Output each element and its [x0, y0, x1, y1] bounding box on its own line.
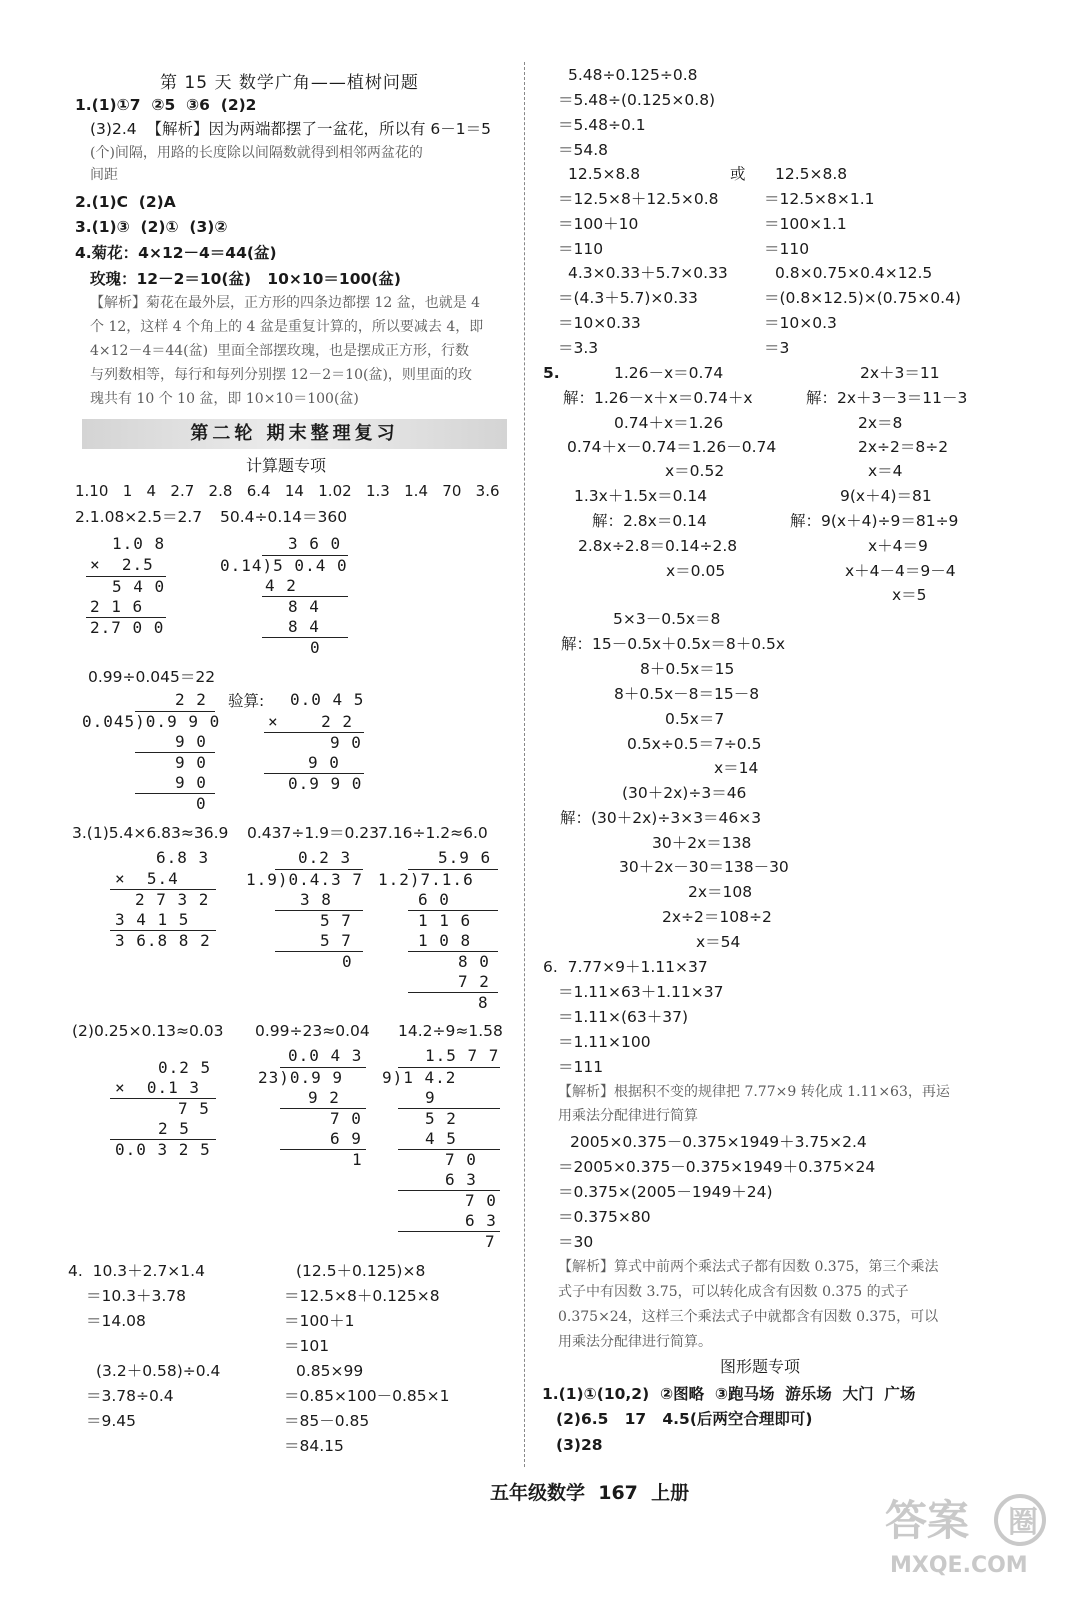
- e5-line: 0.5x÷0.5＝7÷0.5: [627, 735, 762, 753]
- calc-q2c: 0.99÷0.045＝22: [88, 668, 216, 686]
- r2a-line: ＝100＋10: [558, 215, 639, 233]
- q6b-line: ＝0.375×(2005－1949＋24): [558, 1183, 773, 1201]
- check-label: 验算:: [228, 692, 265, 710]
- e2-line: 解：2x＋3－3＝11－3: [806, 389, 968, 407]
- v7-row: 1.2)7.1.6: [378, 870, 474, 889]
- v1-row: 2.7 0 0: [90, 618, 165, 637]
- v2-rule: [262, 637, 348, 638]
- v8-row: 0.0 3 2 5: [115, 1140, 211, 1159]
- v1-row: × 2.5: [90, 555, 154, 574]
- v1-row: 1.0 8: [112, 534, 166, 553]
- e1-line: 1.26－x＝0.74: [614, 364, 724, 382]
- v8-row: × 0.1 3: [115, 1078, 201, 1097]
- q6-line: ＝111: [558, 1058, 604, 1076]
- v10-row: 7 0: [465, 1191, 497, 1210]
- e5-line: 解：15－0.5x＋0.5x＝8＋0.5x: [561, 635, 786, 653]
- calc-q3b: 0.437÷1.9＝0.23: [247, 824, 380, 842]
- e6-line: x＝54: [696, 933, 741, 951]
- v3-row: 0.045)0.9 9 0: [82, 712, 221, 731]
- calc-q4c: ＝3.78÷0.4: [86, 1387, 174, 1405]
- calc-q4b: (12.5＋0.125)×8: [296, 1262, 426, 1280]
- v10-row: 7: [485, 1232, 496, 1251]
- q3-answer: 3.(1)③ (2)① (3)②: [75, 218, 228, 236]
- q6b-explain-2: 式子中有因数 3.75，可以转化成含有因数 0.375 的式子: [558, 1284, 909, 1300]
- calc-q4d: ＝0.85×100－0.85×1: [284, 1387, 450, 1405]
- v2-row: 8 4: [288, 597, 320, 616]
- r3a-line: ＝10×0.33: [558, 314, 641, 332]
- r3a-line: ＝(4.3＋5.7)×0.33: [558, 289, 698, 307]
- v7-row: 6 0: [418, 890, 450, 909]
- r2a-line: ＝110: [558, 240, 604, 258]
- v2-row: 3 6 0: [288, 534, 342, 553]
- q6-explain-2: 用乘法分配律进行简算: [558, 1108, 698, 1124]
- q6b-line: ＝30: [558, 1233, 594, 1251]
- q6-line: ＝1.11×100: [558, 1033, 651, 1051]
- q6b-explain-4: 用乘法分配律进行简算。: [558, 1334, 712, 1350]
- v5-row: 3 6.8 8 2: [115, 931, 211, 950]
- q6b-line: ＝0.375×80: [558, 1208, 651, 1226]
- v10-row: 9: [425, 1088, 436, 1107]
- v9-row: 0.0 4 3: [288, 1046, 363, 1065]
- v6-row: 0: [342, 952, 353, 971]
- q6b-line: ＝2005×0.375－0.375×1949＋0.375×24: [558, 1158, 876, 1176]
- calc-q3a: 3.(1)5.4×6.83≈36.9: [72, 824, 229, 842]
- r1-line: ＝5.48÷0.1: [558, 116, 646, 134]
- graph-q1-2: (2)6.5 17 4.5(后两空合理即可): [556, 1410, 813, 1428]
- v7-row: 1 0 8: [418, 931, 472, 950]
- or-label: 或: [730, 165, 746, 183]
- calc-q4b: ＝12.5×8＋0.125×8: [284, 1287, 440, 1305]
- v2-row: 8 4: [288, 617, 320, 636]
- e1-line: 0.74＋x－0.74＝1.26－0.74: [567, 438, 777, 456]
- round-banner: 第二轮 期末整理复习: [82, 419, 507, 449]
- graph-q1-1: 1.(1)①(10,2) ②图略 ③跑马场 游乐场 大门 广场: [542, 1385, 916, 1403]
- e2-line: 2x＋3＝11: [860, 364, 940, 382]
- v3-row: 9 0: [175, 732, 207, 751]
- q4-explain-5: 瑰共有 10 个 10 盆，即 10×10＝100(盆): [90, 391, 359, 407]
- r3a-line: ＝3.3: [558, 339, 599, 357]
- e3-line: 2.8x÷2.8＝0.14÷2.8: [578, 537, 738, 555]
- v9-row: 7 0: [330, 1109, 362, 1128]
- r2a-line: 12.5×8.8: [568, 165, 641, 183]
- v8-row: 0.2 5: [158, 1058, 212, 1077]
- q6b-line: 2005×0.375－0.375×1949＋3.75×2.4: [570, 1133, 867, 1151]
- v1-row: 2 1 6: [90, 597, 144, 616]
- v10-row: 9)1 4.2: [382, 1068, 457, 1087]
- q6-line: ＝1.11×(63＋37): [558, 1008, 689, 1026]
- v6-row: 3 8: [300, 890, 332, 909]
- section-title: 第 15 天 数学广角——植树问题: [160, 73, 419, 93]
- r1-line: ＝54.8: [558, 141, 609, 159]
- calc-q4c: ＝9.45: [86, 1412, 137, 1430]
- r3a-line: 4.3×0.33＋5.7×0.33: [568, 264, 728, 282]
- v9-row: 23)0.9 9: [258, 1068, 344, 1087]
- q4-line2: 玫瑰：12－2＝10(盆) 10×10＝100(盆): [90, 270, 401, 288]
- column-divider: [524, 62, 525, 1467]
- v3-row: 0: [196, 794, 207, 813]
- v10-row: 1.5 7 7: [425, 1046, 500, 1065]
- calc-q3f: 14.2÷9≈1.58: [398, 1022, 503, 1040]
- v9-row: 6 9: [330, 1129, 362, 1148]
- e1-line: x＝0.52: [665, 462, 725, 480]
- v5-row: 6.8 3: [156, 848, 210, 867]
- v5-row: 3 4 1 5: [115, 910, 190, 929]
- e6-line: 解：(30＋2x)÷3×3＝46×3: [560, 809, 762, 827]
- e3-line: 1.3x＋1.5x＝0.14: [574, 487, 708, 505]
- e2-line: 2x÷2＝8÷2: [858, 438, 949, 456]
- r2a-line: ＝12.5×8＋12.5×0.8: [558, 190, 719, 208]
- v2-row: 0.14)5 0.4 0: [220, 556, 348, 575]
- v3-row: 9 0: [175, 753, 207, 772]
- r2b-line: ＝100×1.1: [764, 215, 847, 233]
- v8-row: 7 5: [178, 1099, 210, 1118]
- q6-line: ＝1.11×63＋1.11×37: [558, 983, 724, 1001]
- calc-q4d: ＝85－0.85: [284, 1412, 370, 1430]
- v5-row: 2 7 3 2: [135, 890, 210, 909]
- r1-line: ＝5.48÷(0.125×0.8): [558, 91, 716, 109]
- calc-q3d: (2)0.25×0.13≈0.03: [72, 1022, 224, 1040]
- calc-q3e: 0.99÷23≈0.04: [255, 1022, 370, 1040]
- svg-text:答案: 答案: [885, 1496, 970, 1545]
- e6-line: (30＋2x)÷3＝46: [622, 784, 747, 802]
- svg-text:MXQE.COM: MXQE.COM: [890, 1553, 1028, 1578]
- v5-row: × 5.4: [115, 869, 179, 888]
- v10-row: 6 3: [465, 1211, 497, 1230]
- v8-row: 2 5: [158, 1119, 190, 1138]
- q1-line3: (个)间隔，用路的长度除以间隔数就得到相邻两盆花的: [90, 145, 423, 161]
- e2-line: 2x＝8: [858, 414, 903, 432]
- r3b-line: 0.8×0.75×0.4×12.5: [775, 264, 933, 282]
- calc-q2a: 2.1.08×2.5＝2.7: [75, 508, 203, 526]
- q6-explain-1: 【解析】根据积不变的规律把 7.77×9 转化成 1.11×63，再运: [558, 1084, 950, 1100]
- calc-q2b: 50.4÷0.14＝360: [220, 508, 348, 526]
- r2b-line: 12.5×8.8: [775, 165, 848, 183]
- v6-row: 0.2 3: [298, 848, 352, 867]
- e3-line: 解：2.8x＝0.14: [592, 512, 707, 530]
- r3b-line: ＝(0.8×12.5)×(0.75×0.4): [764, 289, 961, 307]
- v2-row: 4 2: [265, 576, 297, 595]
- graph-subtitle: 图形题专项: [720, 1357, 801, 1376]
- q4-explain-4: 与列数相等，每行和每列分别摆 12－2＝10(盆)，则里面的玫: [90, 367, 472, 383]
- v6-row: 1.9)0.4.3 7: [246, 870, 363, 889]
- e5-line: 5×3－0.5x＝8: [613, 610, 721, 628]
- e3-line: x＝0.05: [666, 562, 726, 580]
- calc-q4b: ＝100＋1: [284, 1312, 355, 1330]
- v4-row: 0.9 9 0: [288, 774, 363, 793]
- calc-q4a: 4. 10.3＋2.7×1.4: [68, 1262, 205, 1280]
- e6-line: 2x＝108: [688, 883, 753, 901]
- v3-row: 2 2: [175, 690, 207, 709]
- e5-line: 8＋0.5x－8＝15－8: [614, 685, 760, 703]
- v2-row: 0: [310, 638, 321, 657]
- v9-row: 1: [352, 1150, 363, 1169]
- e6-line: 2x÷2＝108÷2: [662, 908, 772, 926]
- svg-text:圈: 圈: [1008, 1505, 1038, 1540]
- v7-row: 8 0: [458, 952, 490, 971]
- q4-explain-1: 【解析】菊花在最外层，正方形的四条边都摆 12 盆，也就是 4: [90, 295, 481, 311]
- v7-row: 7 2: [458, 972, 490, 991]
- r2b-line: ＝12.5×8×1.1: [764, 190, 875, 208]
- q4-explain-2: 个 12，这样 4 个角上的 4 盆是重复计算的，所以要减去 4，即: [90, 319, 484, 335]
- graph-q1-3: (3)28: [556, 1436, 603, 1454]
- v7-row: 1 1 6: [418, 911, 472, 930]
- v10-row: 6 3: [445, 1170, 477, 1189]
- e6-line: 30＋2x＝138: [652, 834, 752, 852]
- r1-line: 5.48÷0.125÷0.8: [568, 66, 698, 84]
- q6-line: 6. 7.77×9＋1.11×37: [543, 958, 708, 976]
- q6b-explain-1: 【解析】算式中前两个乘法式子都有因数 0.375，第三个乘法: [558, 1259, 939, 1275]
- v7-row: 8: [478, 993, 489, 1012]
- q4-explain-3: 4×12－4＝44(盆) 里面全部摆玫瑰，也是摆成正方形，行数: [90, 343, 469, 359]
- v10-row: 5 2: [425, 1109, 457, 1128]
- calc-q3c: 7.16÷1.2≈6.0: [378, 824, 488, 842]
- v6-row: 5 7: [320, 911, 352, 930]
- calc-q4d: ＝84.15: [284, 1437, 344, 1455]
- e5-line: 0.5x＝7: [665, 710, 725, 728]
- q2-answer: 2.(1)C (2)A: [75, 193, 176, 211]
- calc-q4b: ＝101: [284, 1337, 330, 1355]
- e4-line: x＋4＝9: [868, 537, 928, 555]
- v4-row: 9 0: [330, 733, 362, 752]
- calc-subtitle: 计算题专项: [246, 456, 327, 475]
- q6b-explain-3: 0.375×24，这样三个乘法式子中就都含有因数 0.375，可以: [558, 1309, 939, 1325]
- v10-row: 4 5: [425, 1129, 457, 1148]
- v9-row: 9 2: [308, 1088, 340, 1107]
- page-footer: 五年级数学 167 上册: [490, 1482, 690, 1504]
- e1-line: 0.74＋x＝1.26: [614, 414, 724, 432]
- e4-line: 9(x＋4)＝81: [840, 487, 932, 505]
- v1-row: 5 4 0: [112, 577, 166, 596]
- q4-line1: 4.菊花：4×12－4＝44(盆): [75, 244, 277, 262]
- watermark-logo: [880, 1480, 1050, 1580]
- v6-row: 5 7: [320, 931, 352, 950]
- q1-line2: (3)2.4 【解析】因为两端都摆了一盆花，所以有 6－1＝5: [90, 120, 491, 138]
- q1-line4: 间距: [90, 167, 118, 183]
- e2-line: x＝4: [868, 462, 903, 480]
- calc-q4d: 0.85×99: [296, 1362, 364, 1380]
- v7-row: 5.9 6: [438, 848, 492, 867]
- v10-row: 7 0: [445, 1150, 477, 1169]
- calc-q4c: (3.2＋0.58)÷0.4: [96, 1362, 221, 1380]
- v4-row: × 2 2: [268, 712, 354, 731]
- v4-row: 0.0 4 5: [290, 690, 365, 709]
- v4-row: 9 0: [308, 753, 340, 772]
- e4-line: x＋4－4＝9－4: [845, 562, 956, 580]
- q5-label: 5.: [543, 364, 560, 382]
- e6-line: 30＋2x－30＝138－30: [619, 858, 789, 876]
- calc-q1: 1.10 1 4 2.7 2.8 6.4 14 1.02 1.3 1.4 70 3.6: [75, 482, 500, 500]
- r2b-line: ＝110: [764, 240, 810, 258]
- calc-q4a: ＝10.3＋3.78: [86, 1287, 187, 1305]
- r3b-line: ＝3: [764, 339, 790, 357]
- e4-line: x＝5: [892, 586, 927, 604]
- e1-line: 解：1.26－x＋x＝0.74＋x: [563, 389, 753, 407]
- e5-line: x＝14: [714, 759, 759, 777]
- calc-q4a: ＝14.08: [86, 1312, 146, 1330]
- r3b-line: ＝10×0.3: [764, 314, 837, 332]
- q1-line1: 1.(1)①7 ②5 ③6 (2)2: [75, 96, 257, 114]
- v3-row: 9 0: [175, 773, 207, 792]
- e4-line: 解：9(x＋4)÷9＝81÷9: [790, 512, 959, 530]
- e5-line: 8＋0.5x＝15: [640, 660, 735, 678]
